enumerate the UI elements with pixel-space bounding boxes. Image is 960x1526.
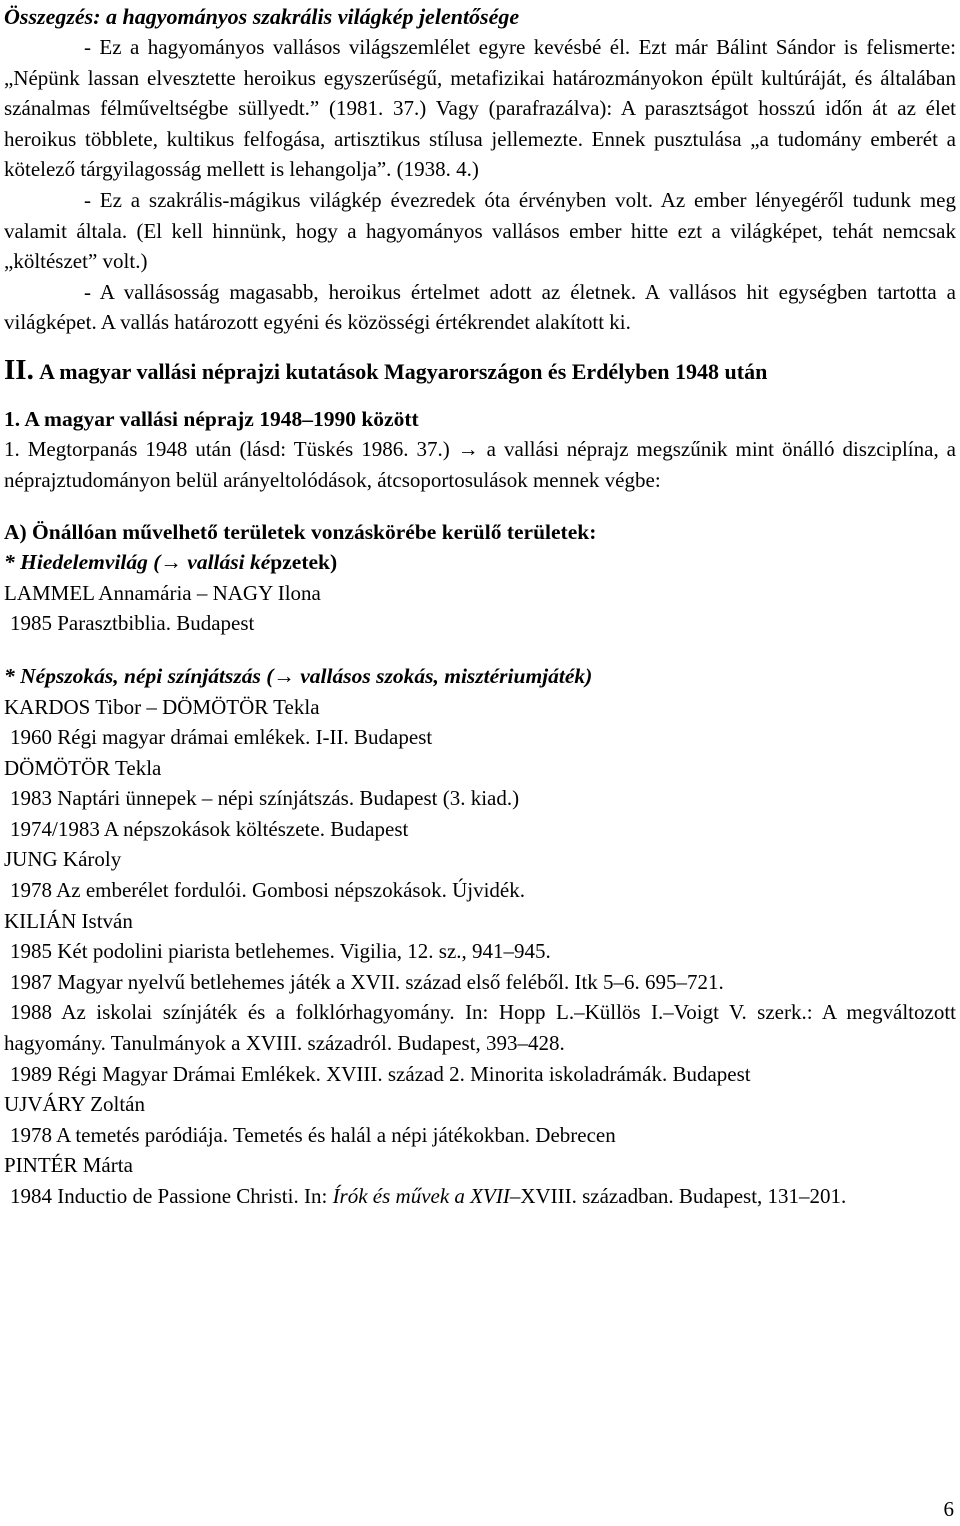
document-page	[4, 2, 956, 1212]
bibliography-entry: 1978 A temetés paródiája. Temetés és halál a népi játékokban. Debrecen	[10, 1122, 616, 1147]
summary-paragraph-3: - A vallásosság magasabb, heroikus értelmet adott az életnek. A vallásos hit egységben tartotta a világképet. A vallás határozott egyéni és közösségi értékrendet alakított ki.	[4, 279, 956, 335]
entry-text: 1984 Inductio de Passione Christi. In:	[10, 1184, 333, 1208]
author-name: DÖMÖTÖR Tekla	[4, 755, 162, 780]
group-heading-hiedelemvilag	[4, 547, 956, 578]
bibliography-entry: 1983 Naptári ünnepek – népi színjátszás. Budapest (3. kiad.)	[10, 786, 520, 811]
section-number: II.	[4, 353, 34, 386]
bibliography-entry: 1989 Régi Magyar Drámai Emlékek. XVIII. század 2. Minorita iskoladrámák. Budapest	[10, 1061, 751, 1086]
bibliography-entry: 1985 Parasztbiblia. Budapest	[10, 611, 255, 636]
bibliography-entry: 1960 Régi magyar drámai emlékek. I-II. Budapest	[10, 725, 433, 750]
spacer	[4, 495, 956, 517]
author-name: LAMMEL Annamária – NAGY Ilona	[4, 580, 321, 605]
section-title: A magyar vallási néprajzi kutatások Magyarországon és Erdélyben 1948 után	[39, 358, 768, 384]
summary-title: Összegzés: a hagyományos szakrális világkép jelentősége	[4, 4, 520, 29]
bibliography-entry: 1987 Magyar nyelvű betlehemes játék a XVII. század első feléből. Itk 5–6. 695–721.	[10, 969, 724, 994]
summary-paragraph-1: - Ez a hagyományos vallásos világszemlélet egyre kevésbé él. Ezt már Bálint Sándor is felismerte: „Népünk lassan elvesztette heroikus egyszerűségű, metafizikai határozmányokon épült kultúráját, és általában szánalmas félműveltségbe süllyedt.” (1981. 37.) Vagy (parafrazálva): A parasztságot hosszú időn át az élet heroikus többlete, kultikus felfogása, artisztikus stílusa jellemezte. Ennek pusztulása „a tudomány emberét a kötelező tárgyilagosság mellett is lehangolja”. (1938. 4.)	[4, 35, 956, 182]
author-name: KILIÁN István	[4, 908, 133, 933]
entry-italic-title: Írók és művek a XVII	[332, 1184, 510, 1208]
group-heading-suffix: pzetek)	[270, 550, 338, 575]
group-heading-nepszokas: * Népszokás, népi színjátszás (→ vallásos szokás, misztériumjáték)	[4, 663, 593, 688]
group-heading-text: * Hiedelemvilág (→ vallási ké	[4, 550, 271, 575]
page-number: 6	[943, 1497, 954, 1521]
spacer	[4, 639, 956, 661]
spacer	[4, 338, 956, 352]
bibliography-entry: 1988 Az iskolai színjáték és a folklórhagyomány. In: Hopp L.–Küllös I.–Voigt V. szerk.: A megváltozott hagyomány. Tanulmányok a XVIII. századról. Budapest, 393–428.	[4, 1000, 956, 1056]
subsection-paragraph: 1. Megtorpanás 1948 után (lásd: Tüskés 1986. 37.) → a vallási néprajz megszűnik mint önálló diszciplína, a néprajztudományon belül arányeltolódások, átcsoportosulások mennek végbe:	[4, 436, 956, 492]
author-name: KARDOS Tibor – DÖMÖTÖR Tekla	[4, 694, 320, 719]
summary-paragraph-2: - Ez a szakrális-mágikus világkép évezredek óta érvényben volt. Az ember lényegéről tudunk meg valamit általa. (El kell hinnünk, hogy a hagyományos vallásos ember hitte ezt a világképet, tehát nemcsak „költészet” volt.)	[4, 187, 956, 274]
section-heading	[4, 352, 956, 390]
bibliography-entry: 1974/1983 A népszokások költészete. Budapest	[10, 816, 409, 841]
bibliography-entry: 1978 Az emberélet fordulói. Gombosi népszokások. Újvidék.	[10, 878, 525, 903]
author-name: PINTÉR Márta	[4, 1153, 133, 1178]
entry-text: –XVIII. században. Budapest, 131–201.	[509, 1184, 847, 1208]
part-a-heading: A) Önállóan művelhető területek vonzáskörébe kerülő területek:	[4, 520, 597, 545]
bibliography-entry: 1985 Két podolini piarista betlehemes. Vigilia, 12. sz., 941–945.	[10, 939, 551, 964]
author-name: UJVÁRY Zoltán	[4, 1092, 145, 1117]
spacer	[4, 390, 956, 404]
author-name: JUNG Károly	[4, 847, 122, 872]
subsection-heading: 1. A magyar vallási néprajz 1948–1990 között	[4, 406, 419, 431]
bibliography-entry-pinter	[4, 1181, 956, 1212]
